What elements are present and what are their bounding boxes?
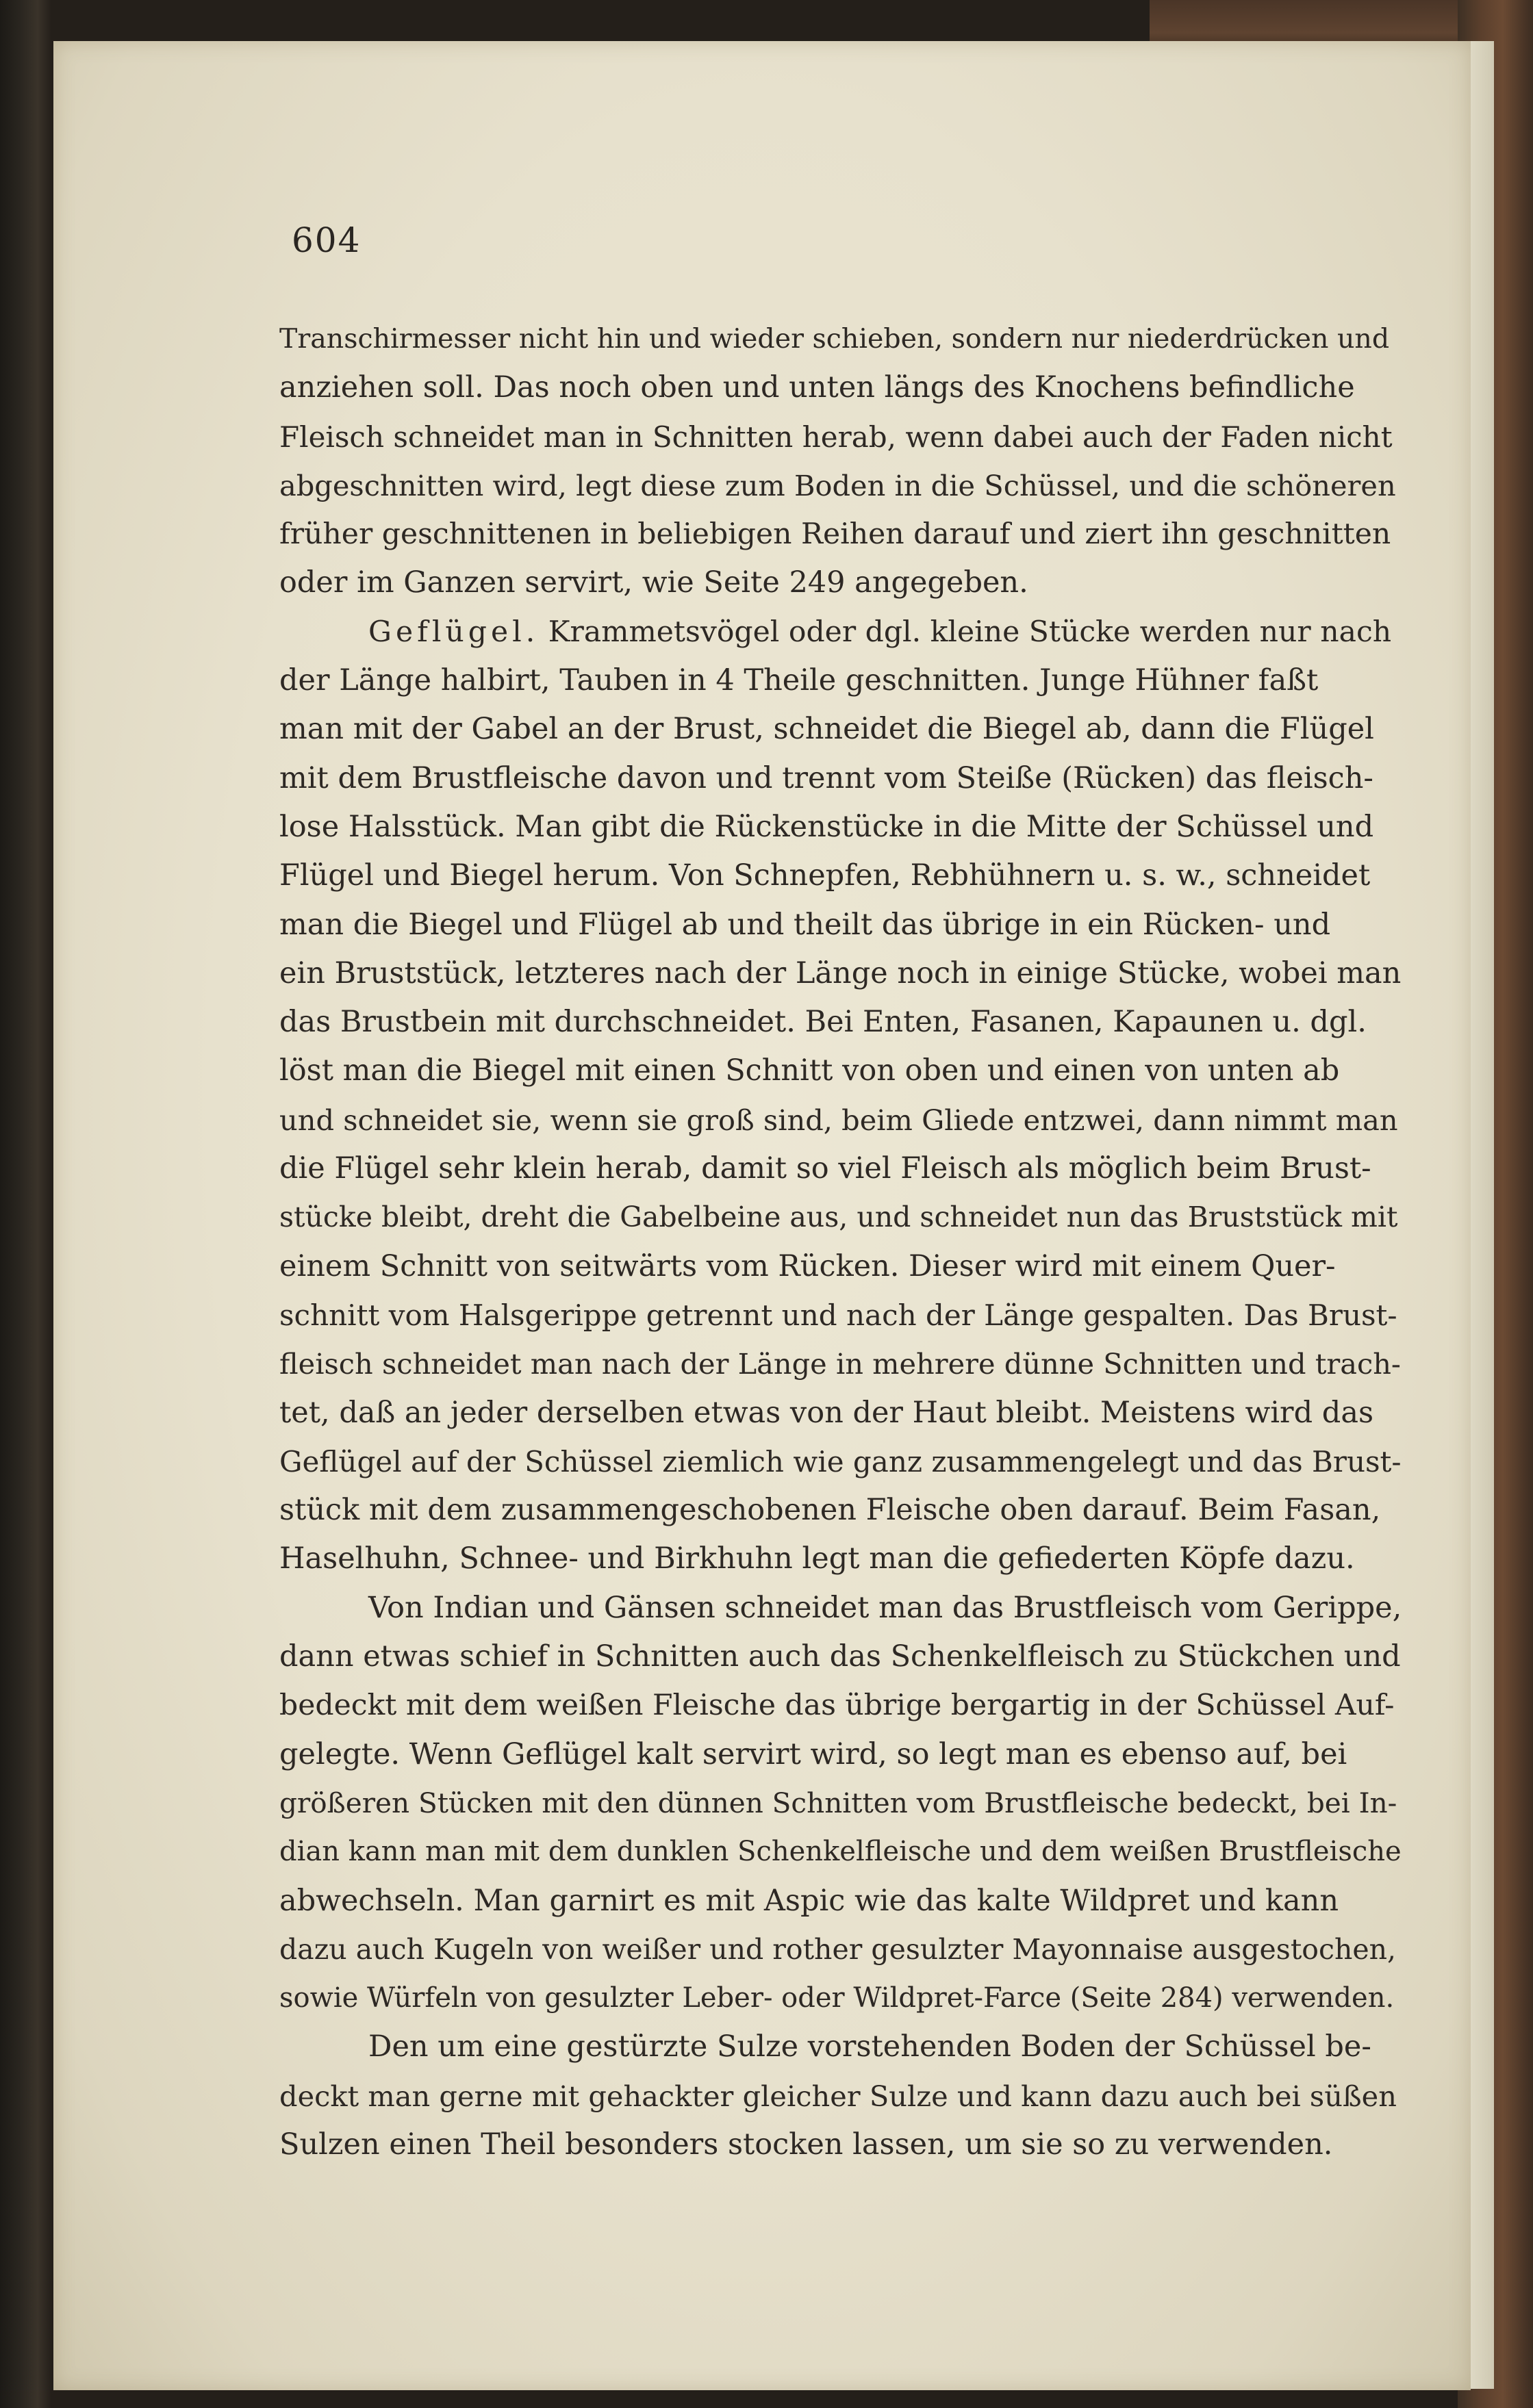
paragraph-1 <box>279 315 1402 608</box>
text-line: oder im Ganzen servirt, wie Seite 249 angegeben. <box>279 565 1028 600</box>
text-line: die Flügel sehr klein herab, damit so viel Fleisch als möglich beim Brust- <box>279 1151 1371 1186</box>
text-line: stück mit dem zusammengeschobenen Fleische oben darauf. Beim Fasan, <box>279 1493 1381 1528</box>
text-line: man die Biegel und Flügel ab und theilt das übrige in ein Rücken- und <box>279 907 1331 942</box>
text-line: gelegte. Wenn Geflügel kalt servirt wird, so legt man es ebenso auf, bei <box>279 1737 1347 1771</box>
text-body <box>279 315 1402 2169</box>
text-line: der Länge halbirt, Tauben in 4 Theile geschnitten. Junge Hühner faßt <box>279 663 1319 698</box>
text-line: löst man die Biegel mit einen Schnitt von oben und einen von unten ab <box>279 1053 1340 1088</box>
section-heading: Geflügel. <box>368 615 540 649</box>
text-line: und schneidet sie, wenn sie groß sind, beim Gliede entzwei, dann nimmt man <box>279 1103 1398 1137</box>
text-line: größeren Stücken mit den dünnen Schnitten vom Brustfleische bedeckt, bei In- <box>279 1786 1397 1819</box>
text-line: Flügel und Biegel herum. Von Schnepfen, Rebhühnern u. s. w., schneidet <box>279 858 1371 893</box>
page-number: 604 <box>292 220 362 260</box>
text-line: tet, daß an jeder derselben etwas von der Haut bleibt. Meistens wird das <box>279 1395 1374 1430</box>
text-line: stücke bleibt, dreht die Gabelbeine aus, und schneidet nun das Bruststück mit <box>279 1201 1398 1234</box>
text-line: man mit der Gabel an der Brust, schneidet die Biegel ab, dann die Flügel <box>279 712 1374 747</box>
text-line: Fleisch schneidet man in Schnitten herab, wenn dabei auch der Faden nicht <box>279 420 1393 454</box>
paragraph-4 <box>279 2023 1402 2169</box>
text-line: sowie Würfeln von gesulzter Leber- oder Wildpret-Farce (Seite 284) verwenden. <box>279 1982 1395 2014</box>
text-line: einem Schnitt von seitwärts vom Rücken. Dieser wird mit einem Quer- <box>279 1248 1336 1283</box>
text-line: Haselhuhn, Schnee- und Birkhuhn legt man die gefiederten Köpfe dazu. <box>279 1541 1355 1576</box>
text-line: Von Indian und Gänsen schneidet man das Brustfleisch vom Gerippe, <box>368 1590 1402 1625</box>
text-line: früher geschnittenen in beliebigen Reihen darauf und ziert ihn geschnitten <box>279 517 1391 552</box>
text-line: lose Halsstück. Man gibt die Rückenstücke in die Mitte der Schüssel und <box>279 809 1374 844</box>
text-line: dian kann man mit dem dunklen Schenkelfleische und dem weißen Brustfleische <box>279 1836 1402 1868</box>
text-line: mit dem Brustfleische davon und trennt vom Steiße (Rücken) das fleisch- <box>279 760 1373 795</box>
paragraph-2 <box>279 608 1402 1584</box>
book-page <box>53 41 1471 2390</box>
text-line: schnitt vom Halsgerippe getrennt und nach der Länge gespalten. Das Brust- <box>279 1298 1397 1332</box>
text-line: abgeschnitten wird, legt diese zum Boden in die Schüssel, und die schöneren <box>279 468 1396 502</box>
text-line: das Brustbein mit durchschneidet. Bei Enten, Fasanen, Kapaunen u. dgl. <box>279 1005 1367 1040</box>
text-line: dann etwas schief in Schnitten auch das Schenkelfleisch zu Stückchen und <box>279 1639 1401 1674</box>
text-line: bedeckt mit dem weißen Fleische das übrige bergartig in der Schüssel Auf- <box>279 1689 1395 1723</box>
text-line: deckt man gerne mit gehackter gleicher Sulze und kann dazu auch bei süßen <box>279 2079 1397 2113</box>
text-line: dazu auch Kugeln von weißer und rother gesulzter Mayonnaise ausgestochen, <box>279 1932 1397 1966</box>
text-line: Transchirmesser nicht hin und wieder schieben, sondern nur niederdrücken und <box>279 323 1390 355</box>
text-line: fleisch schneidet man nach der Länge in mehrere dünne Schnitten und trach- <box>279 1347 1401 1381</box>
text-line: Sulzen einen Theil besonders stocken lassen, um sie so zu verwenden. <box>279 2127 1333 2162</box>
text-line: abwechseln. Man garnirt es mit Aspic wie das kalte Wildpret und kann <box>279 1883 1339 1918</box>
text-line: ein Bruststück, letzteres nach der Länge noch in einige Stücke, wobei man <box>279 956 1402 990</box>
text-line: Den um eine gestürzte Sulze vorstehenden Boden der Schüssel be- <box>368 2029 1371 2064</box>
paragraph-3 <box>279 1584 1402 2023</box>
text-line: Geflügel auf der Schüssel ziemlich wie ganz zusammengelegt und das Brust- <box>279 1444 1402 1478</box>
text-line-rest: Krammetsvögel oder dgl. kleine Stücke werden nur nach <box>539 615 1392 649</box>
text-line <box>279 608 1402 656</box>
text-line: anziehen soll. Das noch oben und unten längs des Knochens befindliche <box>279 370 1355 405</box>
